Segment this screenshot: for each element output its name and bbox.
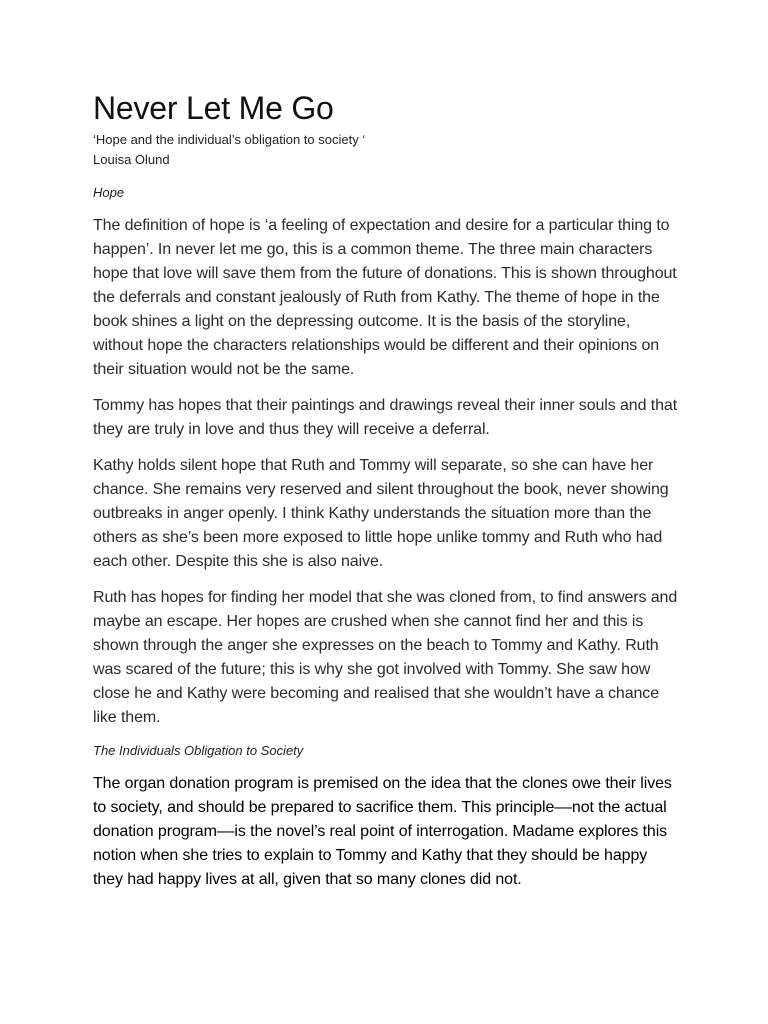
paragraph: The definition of hope is ‘a feeling of expectation and desire for a particular thing to happen’. In never let me go, this is a common theme. The three main characters hope that love will save them from the future of donations. This is shown throughout the deferrals and constant jealously of Ruth from Kathy. The theme of hope in the book shines a light on the depressing outcome. It is the basis of the storyline, without hope the characters relationships would be different and their opinions on their situation would not be the same. — [93, 217, 677, 378]
section-heading: Hope — [93, 185, 125, 200]
document-subtitle: ‘Hope and the individual’s obligation to society ‘ — [93, 132, 366, 147]
document-title: Never Let Me Go — [93, 90, 334, 126]
paragraph: The organ donation program is premised on the idea that the clones owe their lives to society, and should be prepared to sacrifice them. This principle––not the actual donation program––is the novel’s real point of interrogation. Madame explores this notion when she tries to explain to Tommy and Kathy that they should be happy they had happy lives at all, given that so many clones did not. — [93, 775, 672, 888]
paragraph: Ruth has hopes for finding her model that she was cloned from, to find answers and maybe an escape. Her hopes are crushed when she cannot find her and this is shown through the anger she expresses on the beach to Tommy and Kathy. Ruth was scared of the future; this is why she got involved with Tommy. She saw how close he and Kathy were becoming and realised that she wouldn’t have a chance like them. — [93, 589, 678, 726]
paragraph: Tommy has hopes that their paintings and drawings reveal their inner souls and that they are truly in love and thus they will receive a deferral. — [93, 397, 678, 438]
section-heading: The Individuals Obligation to Society — [93, 743, 304, 758]
document-author: Louisa Olund — [93, 152, 170, 167]
document-page — [93, 88, 678, 904]
section-obligation — [93, 742, 678, 892]
section-hope — [93, 184, 678, 730]
paragraph: Kathy holds silent hope that Ruth and Tommy will separate, so she can have her chance. She remains very reserved and silent throughout the book, never showing outbreaks in anger openly. I think Kathy understands the situation more than the others as she’s been more exposed to little hope unlike tommy and Ruth who had each other. Despite this she is also naive. — [93, 457, 669, 570]
